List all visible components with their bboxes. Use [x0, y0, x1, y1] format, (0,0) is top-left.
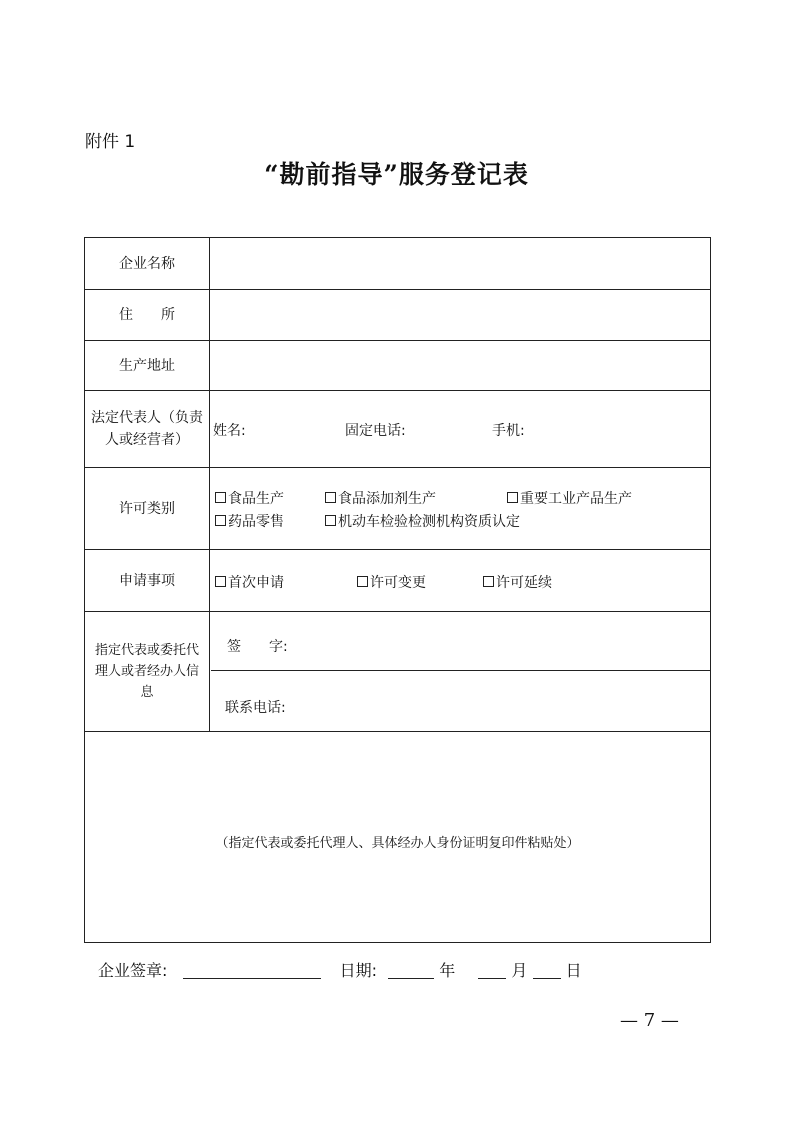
row-company-name — [85, 238, 710, 290]
day-blank[interactable] — [533, 962, 561, 979]
page-number: — 7 — — [620, 1010, 679, 1031]
legal-rep-fields — [211, 391, 710, 467]
option-food-additive-production[interactable]: 食品添加剂生产 — [325, 488, 436, 508]
month-label: 月 — [511, 961, 528, 980]
option-license-change[interactable]: 许可变更 — [357, 572, 426, 592]
checkbox-icon[interactable] — [325, 492, 336, 503]
registration-form — [84, 237, 711, 943]
row-legal-rep — [85, 391, 710, 468]
year-blank[interactable] — [388, 962, 434, 979]
application-options — [211, 550, 710, 611]
legal-rep-phone-label[interactable]: 固定电话: — [345, 423, 406, 439]
option-license-renewal[interactable]: 许可延续 — [483, 572, 552, 592]
checkbox-icon[interactable] — [357, 576, 368, 587]
option-food-production[interactable]: 食品生产 — [215, 488, 284, 508]
production-address-label: 生产地址 — [85, 341, 210, 390]
checkbox-icon[interactable] — [215, 576, 226, 587]
option-first-application[interactable]: 首次申请 — [215, 572, 284, 592]
address-field[interactable] — [211, 290, 710, 340]
checkbox-icon[interactable] — [215, 492, 226, 503]
agent-contact-label[interactable]: 联系电话: — [225, 700, 286, 716]
row-license-type — [85, 468, 710, 550]
paste-area-note: （指定代表或委托代理人、具体经办人身份证明复印件粘贴处） — [215, 836, 580, 851]
checkbox-icon[interactable] — [215, 515, 226, 526]
seal-label: 企业签章: — [98, 961, 168, 980]
form-title: “勘前指导”服务登记表 — [264, 160, 529, 189]
legal-rep-name-label[interactable]: 姓名: — [213, 423, 246, 439]
day-label: 日 — [565, 961, 582, 980]
production-address-field[interactable] — [211, 341, 710, 390]
option-industrial-product-production[interactable]: 重要工业产品生产 — [507, 488, 632, 508]
row-agent — [85, 612, 710, 732]
agent-fields — [211, 612, 710, 731]
row-production-address — [85, 341, 710, 391]
address-label: 住 所 — [85, 290, 210, 340]
checkbox-icon[interactable] — [483, 576, 494, 587]
checkbox-icon[interactable] — [325, 515, 336, 526]
company-name-field[interactable] — [211, 238, 710, 289]
option-pharmacy-retail[interactable]: 药品零售 — [215, 511, 284, 531]
row-application — [85, 550, 710, 612]
option-vehicle-inspection-certification[interactable]: 机动车检验检测机构资质认定 — [325, 511, 520, 531]
checkbox-icon[interactable] — [507, 492, 518, 503]
company-name-label: 企业名称 — [85, 238, 210, 289]
row-paste-area — [85, 732, 710, 942]
agent-label: 指定代表或委托代理人或者经办人信息 — [85, 612, 210, 731]
row-address — [85, 290, 710, 341]
seal-blank[interactable] — [183, 962, 321, 979]
application-label: 申请事项 — [85, 550, 210, 611]
legal-rep-mobile-label[interactable]: 手机: — [492, 423, 525, 439]
month-blank[interactable] — [478, 962, 506, 979]
agent-divider — [211, 670, 710, 671]
footer-signature-line — [98, 958, 582, 981]
date-label: 日期: — [339, 961, 377, 980]
attachment-label: 附件 1 — [85, 132, 136, 152]
license-type-label: 许可类别 — [85, 468, 210, 549]
agent-signature-label[interactable]: 签 字: — [227, 639, 288, 655]
legal-rep-label: 法定代表人（负责人或经营者） — [85, 391, 210, 467]
license-type-options — [211, 468, 710, 549]
year-label: 年 — [439, 961, 456, 980]
